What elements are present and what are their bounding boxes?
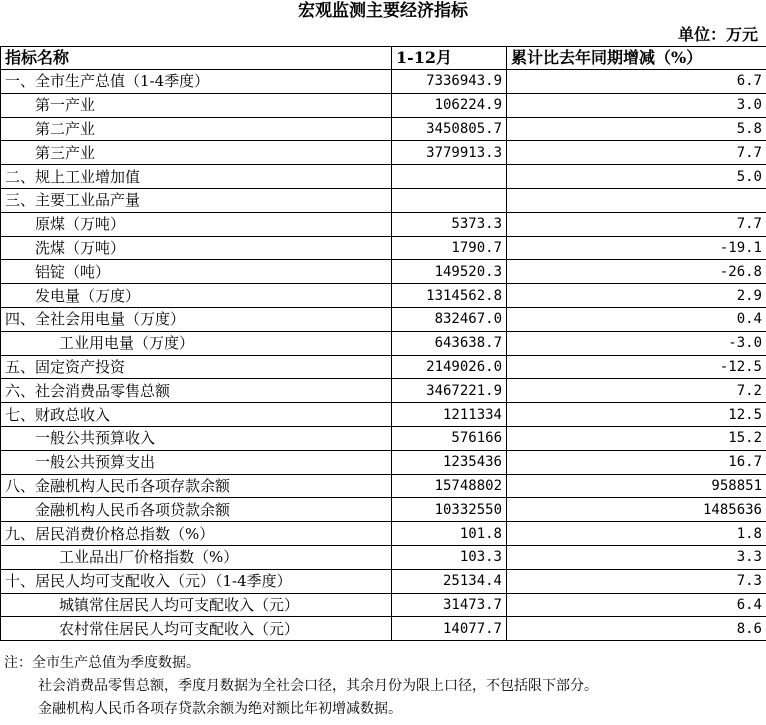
indicator-change: 0.4 xyxy=(507,307,766,331)
indicator-name: 金融机构人民币各项贷款余额 xyxy=(1,498,392,522)
indicator-change: 3.3 xyxy=(507,545,766,569)
indicator-value: 14077.7 xyxy=(392,617,507,641)
indicator-value xyxy=(392,188,507,212)
indicator-change: 5.0 xyxy=(507,165,766,189)
table-row xyxy=(1,260,766,284)
table-row xyxy=(1,355,766,379)
header-indicator-name: 指标名称 xyxy=(1,47,392,70)
table-row xyxy=(1,450,766,474)
indicator-name: 十、居民人均可支配收入（元）（1-4季度） xyxy=(1,569,392,593)
table-row xyxy=(1,426,766,450)
indicator-change: 8.6 xyxy=(507,617,766,641)
table-header-row xyxy=(1,47,766,70)
indicator-change: 1485636 xyxy=(507,498,766,522)
indicator-change: 1.8 xyxy=(507,522,766,546)
table-row xyxy=(1,474,766,498)
table-row xyxy=(1,212,766,236)
indicator-value: 103.3 xyxy=(392,545,507,569)
indicator-name: 原煤（万吨） xyxy=(1,212,392,236)
indicator-name: 三、主要工业品产量 xyxy=(1,188,392,212)
table-row xyxy=(1,236,766,260)
indicator-change: -3.0 xyxy=(507,331,766,355)
indicator-name: 城镇常住居民人均可支配收入（元） xyxy=(1,593,392,617)
table-row xyxy=(1,165,766,189)
page-title: 宏观监测主要经济指标 xyxy=(298,1,468,21)
indicator-value: 31473.7 xyxy=(392,593,507,617)
indicator-value: 1235436 xyxy=(392,450,507,474)
indicator-value: 101.8 xyxy=(392,522,507,546)
indicator-change: 6.4 xyxy=(507,593,766,617)
indicator-value: 3450805.7 xyxy=(392,117,507,141)
indicator-value xyxy=(392,165,507,189)
indicator-change: -12.5 xyxy=(507,355,766,379)
indicator-change: 5.8 xyxy=(507,117,766,141)
header-change: 累计比去年同期增减（%） xyxy=(507,47,766,70)
indicator-value: 15748802 xyxy=(392,474,507,498)
indicator-name: 工业用电量（万度） xyxy=(1,331,392,355)
indicator-value: 7336943.9 xyxy=(392,70,507,94)
table-row xyxy=(1,522,766,546)
indicator-name: 第二产业 xyxy=(1,117,392,141)
indicator-value: 3779913.3 xyxy=(392,141,507,165)
indicator-name: 工业品出厂价格指数（%） xyxy=(1,545,392,569)
table-row xyxy=(1,93,766,117)
indicator-name: 第三产业 xyxy=(1,141,392,165)
indicator-value: 10332550 xyxy=(392,498,507,522)
indicator-name: 洗煤（万吨） xyxy=(1,236,392,260)
indicator-change: 7.2 xyxy=(507,379,766,403)
indicator-name: 五、固定资产投资 xyxy=(1,355,392,379)
indicator-value: 106224.9 xyxy=(392,93,507,117)
indicator-name: 第一产业 xyxy=(1,93,392,117)
table-row xyxy=(1,569,766,593)
indicator-change: 958851 xyxy=(507,474,766,498)
indicator-change: -26.8 xyxy=(507,260,766,284)
notes xyxy=(4,652,766,721)
note-1: 注：全市生产总值为季度数据。 xyxy=(4,655,200,671)
table-row xyxy=(1,593,766,617)
table-row xyxy=(1,403,766,427)
indicator-name: 六、社会消费品零售总额 xyxy=(1,379,392,403)
table-row xyxy=(1,617,766,641)
table-row xyxy=(1,498,766,522)
indicator-name: 九、居民消费价格总指数（%） xyxy=(1,522,392,546)
table-row xyxy=(1,331,766,355)
indicator-value: 5373.3 xyxy=(392,212,507,236)
note-2: 社会消费品零售总额，季度月数据为全社会口径，其余月份为限上口径，不包括限下部分。 xyxy=(38,678,598,694)
indicator-name: 四、全社会用电量（万度） xyxy=(1,307,392,331)
table-row xyxy=(1,284,766,308)
table-row xyxy=(1,117,766,141)
indicator-value: 1790.7 xyxy=(392,236,507,260)
table-row xyxy=(1,379,766,403)
table-body xyxy=(1,70,766,641)
indicator-value: 1314562.8 xyxy=(392,284,507,308)
indicator-name: 一、全市生产总值（1-4季度） xyxy=(1,70,392,94)
indicator-name: 八、金融机构人民币各项存款余额 xyxy=(1,474,392,498)
indicator-change xyxy=(507,188,766,212)
indicator-name: 发电量（万度） xyxy=(1,284,392,308)
indicator-change: 2.9 xyxy=(507,284,766,308)
indicator-change: 7.7 xyxy=(507,212,766,236)
indicator-change: 3.0 xyxy=(507,93,766,117)
indicator-value: 2149026.0 xyxy=(392,355,507,379)
indicator-change: 12.5 xyxy=(507,403,766,427)
unit-label: 单位：万元 xyxy=(677,25,758,44)
table-row xyxy=(1,307,766,331)
note-3: 金融机构人民币各项存贷款余额为绝对额比年初增减数据。 xyxy=(38,701,402,717)
indicator-name: 七、财政总收入 xyxy=(1,403,392,427)
indicator-name: 一般公共预算收入 xyxy=(1,426,392,450)
table-row xyxy=(1,188,766,212)
table-row xyxy=(1,141,766,165)
indicator-value: 149520.3 xyxy=(392,260,507,284)
indicator-value: 832467.0 xyxy=(392,307,507,331)
indicator-value: 1211334 xyxy=(392,403,507,427)
indicator-table xyxy=(0,46,766,641)
indicator-name: 农村常住居民人均可支配收入（元） xyxy=(1,617,392,641)
indicator-name: 二、规上工业增加值 xyxy=(1,165,392,189)
indicator-change: 16.7 xyxy=(507,450,766,474)
indicator-name: 一般公共预算支出 xyxy=(1,450,392,474)
indicator-value: 3467221.9 xyxy=(392,379,507,403)
indicator-value: 643638.7 xyxy=(392,331,507,355)
indicator-change: -19.1 xyxy=(507,236,766,260)
indicator-change: 7.3 xyxy=(507,569,766,593)
indicator-change: 15.2 xyxy=(507,426,766,450)
header-period: 1-12月 xyxy=(392,47,507,70)
indicator-change: 6.7 xyxy=(507,70,766,94)
table-row xyxy=(1,70,766,94)
table-row xyxy=(1,545,766,569)
indicator-value: 25134.4 xyxy=(392,569,507,593)
indicator-change: 7.7 xyxy=(507,141,766,165)
indicator-name: 铝锭（吨） xyxy=(1,260,392,284)
indicator-value: 576166 xyxy=(392,426,507,450)
